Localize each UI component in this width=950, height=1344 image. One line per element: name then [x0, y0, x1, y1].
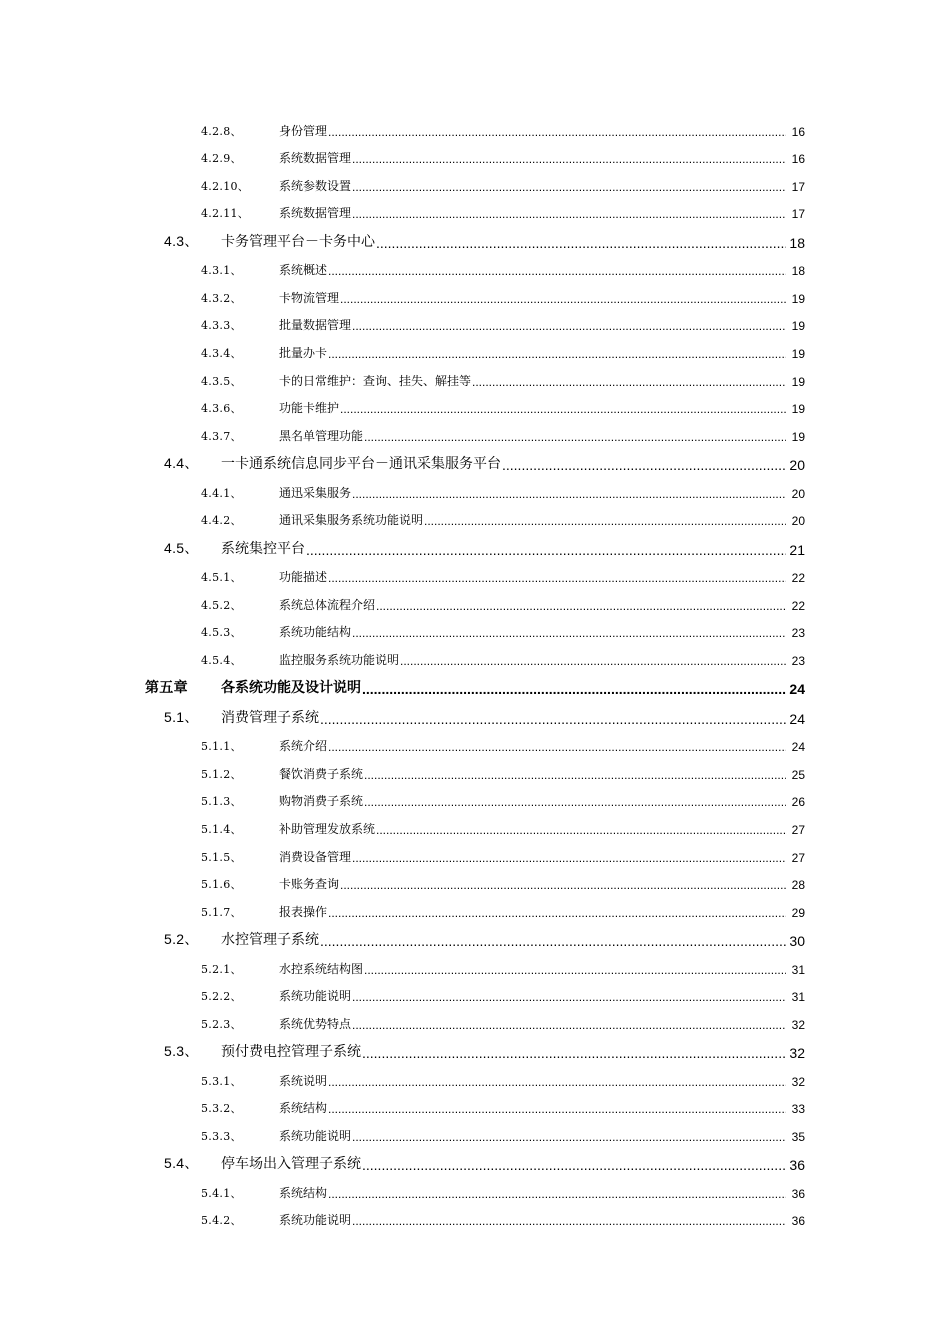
- toc-dot-leader: [364, 768, 786, 782]
- toc-entry[interactable]: [0, 697, 950, 726]
- toc-entry-number: 5.4.2、: [201, 1214, 242, 1228]
- toc-entry-number: 5.4、: [164, 1155, 199, 1172]
- toc-entry[interactable]: [0, 977, 950, 1005]
- table-of-contents: [0, 111, 950, 1228]
- toc-entry-title: 各系统功能及设计说明: [221, 680, 361, 697]
- toc-entry[interactable]: [0, 1201, 950, 1229]
- toc-entry-page: 20: [789, 457, 805, 474]
- toc-dot-leader: [352, 487, 786, 501]
- toc-entry-number: 4.5.3、: [201, 626, 242, 640]
- toc-entry-title: 水控系统结构图: [279, 961, 364, 976]
- toc-dot-leader: [352, 180, 786, 194]
- toc-entry-title: 报表操作: [279, 904, 328, 919]
- toc-entry-number: 5.2.1、: [201, 962, 242, 976]
- toc-dot-leader: [328, 1075, 786, 1089]
- toc-entry[interactable]: [0, 333, 950, 361]
- toc-entry[interactable]: [0, 727, 950, 755]
- toc-entry-page: 30: [789, 933, 805, 950]
- toc-entry-number: 4.5、: [164, 539, 199, 556]
- toc-entry-title: 卡账务查询: [279, 877, 340, 892]
- toc-entry-number: 5.4.1、: [201, 1186, 242, 1200]
- toc-entry-page: 25: [791, 767, 805, 782]
- toc-entry-page: 27: [791, 850, 805, 865]
- toc-entry-title: 系统数据管理: [279, 206, 352, 221]
- toc-dot-leader: [352, 207, 786, 221]
- toc-entry-title: 消费管理子系统: [221, 709, 319, 726]
- toc-entry[interactable]: [0, 613, 950, 641]
- toc-entry-title: 系统说明: [279, 1073, 328, 1088]
- toc-entry-page: 19: [791, 402, 805, 417]
- toc-entry[interactable]: [0, 1061, 950, 1089]
- toc-dot-leader: [352, 1018, 786, 1032]
- toc-entry-title: 系统功能说明: [279, 1128, 352, 1143]
- toc-entry-page: 28: [791, 878, 805, 893]
- toc-dot-leader: [362, 681, 786, 697]
- toc-entry-number: 5.2.2、: [201, 990, 242, 1004]
- toc-entry-title: 监控服务系统功能说明: [279, 652, 400, 667]
- toc-dot-leader: [364, 795, 786, 809]
- toc-dot-leader: [306, 542, 786, 558]
- toc-entry-page: 22: [791, 571, 805, 586]
- toc-entry-number: 5.3.3、: [201, 1129, 242, 1143]
- toc-entry-number: 4.5.1、: [201, 571, 242, 585]
- toc-entry-title: 系统功能说明: [279, 1213, 352, 1228]
- toc-entry-number: 5.3.2、: [201, 1102, 242, 1116]
- toc-entry-page: 36: [789, 1157, 805, 1174]
- toc-entry-title: 功能描述: [279, 570, 328, 585]
- toc-entry-page: 19: [791, 291, 805, 306]
- toc-entry-title: 预付费电控管理子系统: [221, 1044, 361, 1061]
- toc-entry-number: 4.4.1、: [201, 486, 242, 500]
- toc-entry[interactable]: [0, 754, 950, 782]
- toc-dot-leader: [328, 1187, 786, 1201]
- toc-entry[interactable]: [0, 306, 950, 334]
- toc-entry[interactable]: [0, 139, 950, 167]
- toc-entry[interactable]: [0, 1032, 950, 1061]
- toc-entry-page: 19: [791, 429, 805, 444]
- toc-dot-leader: [328, 347, 786, 361]
- toc-entry-title: 系统功能结构: [279, 625, 352, 640]
- toc-dot-leader: [328, 264, 786, 278]
- toc-entry[interactable]: [0, 194, 950, 222]
- toc-entry[interactable]: [0, 949, 950, 977]
- toc-entry-number: 5.3.1、: [201, 1074, 242, 1088]
- toc-entry[interactable]: [0, 668, 950, 697]
- toc-entry-number: 5.1.3、: [201, 795, 242, 809]
- toc-entry[interactable]: [0, 501, 950, 529]
- toc-entry-title: 批量办卡: [279, 346, 328, 361]
- toc-entry-title: 系统优势特点: [279, 1016, 352, 1031]
- toc-entry-number: 4.3.2、: [201, 291, 242, 305]
- toc-entry-number: 5.2.3、: [201, 1017, 242, 1031]
- toc-entry-page: 29: [791, 905, 805, 920]
- toc-entry-title: 系统介绍: [279, 739, 328, 754]
- toc-entry[interactable]: [0, 111, 950, 139]
- toc-entry-page: 18: [791, 264, 805, 279]
- toc-entry[interactable]: [0, 361, 950, 389]
- toc-entry-page: 20: [791, 486, 805, 501]
- toc-entry-title: 购物消费子系统: [279, 794, 364, 809]
- toc-entry-title: 系统参数设置: [279, 178, 352, 193]
- toc-entry-number: 4.5.4、: [201, 653, 242, 667]
- toc-entry-number: 5.1.6、: [201, 878, 242, 892]
- toc-entry-page: 24: [789, 681, 805, 698]
- toc-entry[interactable]: [0, 865, 950, 893]
- toc-entry-page: 26: [791, 795, 805, 810]
- toc-entry[interactable]: [0, 473, 950, 501]
- toc-entry-number: 4.4、: [164, 455, 199, 472]
- toc-entry-page: 24: [789, 710, 805, 727]
- toc-entry-number: 4.3.5、: [201, 374, 242, 388]
- toc-entry-number: 4.5.2、: [201, 598, 242, 612]
- toc-entry[interactable]: [0, 1116, 950, 1144]
- toc-dot-leader: [362, 1045, 786, 1061]
- toc-entry-page: 31: [791, 962, 805, 977]
- toc-entry-page: 18: [789, 234, 805, 251]
- toc-entry-page: 33: [791, 1102, 805, 1117]
- toc-entry-page: 27: [791, 822, 805, 837]
- toc-dot-leader: [424, 514, 786, 528]
- toc-dot-leader: [340, 878, 786, 892]
- toc-entry-title: 通讯采集服务系统功能说明: [279, 513, 424, 528]
- toc-dot-leader: [328, 740, 786, 754]
- toc-entry-page: 17: [791, 207, 805, 222]
- toc-entry-title: 卡的日常维护：查询、挂失、解挂等: [279, 373, 472, 388]
- toc-dot-leader: [340, 292, 786, 306]
- toc-entry-page: 16: [791, 124, 805, 139]
- toc-entry-page: 17: [791, 179, 805, 194]
- toc-entry-number: 4.3.4、: [201, 347, 242, 361]
- toc-entry-page: 21: [789, 541, 805, 558]
- toc-entry-page: 16: [791, 152, 805, 167]
- toc-entry[interactable]: [0, 166, 950, 194]
- toc-entry-page: 19: [791, 374, 805, 389]
- toc-entry-page: 36: [791, 1214, 805, 1229]
- toc-entry[interactable]: [0, 221, 950, 250]
- toc-entry-title: 功能卡维护: [279, 401, 340, 416]
- toc-entry-page: 19: [791, 347, 805, 362]
- toc-entry-title: 黑名单管理功能: [279, 428, 364, 443]
- toc-entry-number: 5.1.2、: [201, 767, 242, 781]
- toc-entry-title: 系统概述: [279, 263, 328, 278]
- toc-entry-number: 5.1.4、: [201, 822, 242, 836]
- toc-entry[interactable]: [0, 920, 950, 949]
- toc-entry-number: 第五章: [145, 680, 188, 697]
- toc-dot-leader: [352, 626, 786, 640]
- toc-entry-number: 4.2.8、: [201, 124, 242, 138]
- toc-entry-title: 通迅采集服务: [279, 485, 352, 500]
- toc-entry-title: 系统结构: [279, 1101, 328, 1116]
- toc-entry[interactable]: [0, 389, 950, 417]
- toc-dot-leader: [352, 990, 786, 1004]
- toc-entry-number: 5.1.5、: [201, 850, 242, 864]
- toc-dot-leader: [340, 402, 786, 416]
- toc-entry[interactable]: [0, 528, 950, 557]
- toc-entry[interactable]: [0, 640, 950, 668]
- toc-entry-title: 餐饮消费子系统: [279, 766, 364, 781]
- toc-entry-number: 4.3.6、: [201, 402, 242, 416]
- toc-entry[interactable]: [0, 837, 950, 865]
- toc-entry-number: 4.3.3、: [201, 319, 242, 333]
- toc-dot-leader: [328, 571, 786, 585]
- toc-entry-page: 19: [791, 319, 805, 334]
- toc-dot-leader: [352, 1214, 786, 1228]
- toc-entry[interactable]: [0, 1089, 950, 1117]
- toc-entry-number: 5.3、: [164, 1043, 199, 1060]
- toc-dot-leader: [352, 851, 786, 865]
- toc-dot-leader: [400, 654, 786, 668]
- toc-dot-leader: [376, 235, 786, 251]
- toc-dot-leader: [352, 319, 786, 333]
- toc-dot-leader: [376, 599, 786, 613]
- toc-entry-number: 4.3、: [164, 232, 199, 249]
- toc-dot-leader: [320, 933, 786, 949]
- toc-entry-page: 23: [791, 653, 805, 668]
- toc-dot-leader: [362, 1157, 786, 1173]
- toc-entry-number: 4.3.1、: [201, 264, 242, 278]
- toc-entry[interactable]: [0, 1144, 950, 1173]
- toc-entry-title: 系统数据管理: [279, 151, 352, 166]
- toc-entry-number: 4.2.11、: [201, 207, 250, 221]
- toc-entry-number: 5.1、: [164, 708, 199, 725]
- toc-entry-page: 32: [791, 1074, 805, 1089]
- toc-dot-leader: [376, 823, 786, 837]
- toc-entry-title: 系统功能说明: [279, 989, 352, 1004]
- toc-entry-title: 水控管理子系统: [221, 932, 319, 949]
- toc-entry-page: 31: [791, 990, 805, 1005]
- toc-entry-title: 身份管理: [279, 123, 328, 138]
- toc-entry[interactable]: [0, 585, 950, 613]
- toc-entry-title: 卡物流管理: [279, 290, 340, 305]
- toc-dot-leader: [328, 906, 786, 920]
- toc-entry-title: 卡务管理平台－卡务中心: [221, 233, 375, 250]
- toc-entry[interactable]: [0, 251, 950, 279]
- toc-entry-number: 5.2、: [164, 931, 199, 948]
- toc-entry-number: 5.1.7、: [201, 905, 242, 919]
- toc-entry-page: 32: [791, 1017, 805, 1032]
- toc-entry-title: 系统总体流程介绍: [279, 597, 376, 612]
- toc-entry-number: 4.2.10、: [201, 179, 250, 193]
- toc-entry[interactable]: [0, 1173, 950, 1201]
- toc-entry[interactable]: [0, 416, 950, 444]
- toc-entry-page: 36: [791, 1186, 805, 1201]
- toc-dot-leader: [472, 375, 786, 389]
- toc-entry-number: 4.3.7、: [201, 429, 242, 443]
- toc-entry-number: 4.4.2、: [201, 514, 242, 528]
- toc-entry-title: 消费设备管理: [279, 849, 352, 864]
- toc-entry-title: 补助管理发放系统: [279, 821, 376, 836]
- toc-entry-title: 停车场出入管理子系统: [221, 1156, 361, 1173]
- toc-entry[interactable]: [0, 278, 950, 306]
- toc-dot-leader: [352, 1130, 786, 1144]
- toc-entry[interactable]: [0, 809, 950, 837]
- toc-dot-leader: [328, 1102, 786, 1116]
- toc-entry[interactable]: [0, 892, 950, 920]
- toc-entry-title: 批量数据管理: [279, 318, 352, 333]
- toc-entry[interactable]: [0, 1004, 950, 1032]
- toc-dot-leader: [364, 963, 786, 977]
- toc-entry-number: 4.2.9、: [201, 152, 242, 166]
- toc-entry-page: 35: [791, 1129, 805, 1144]
- toc-dot-leader: [328, 125, 786, 139]
- toc-entry-page: 23: [791, 626, 805, 641]
- toc-entry-page: 20: [791, 514, 805, 529]
- toc-entry[interactable]: [0, 782, 950, 810]
- toc-entry[interactable]: [0, 444, 950, 473]
- toc-entry-page: 22: [791, 598, 805, 613]
- toc-entry-page: 32: [789, 1045, 805, 1062]
- toc-dot-leader: [364, 430, 786, 444]
- toc-entry-page: 24: [791, 740, 805, 755]
- toc-dot-leader: [502, 457, 786, 473]
- toc-entry-title: 一卡通系统信息同步平台－通讯采集服务平台: [221, 456, 501, 473]
- toc-entry-number: 5.1.1、: [201, 740, 242, 754]
- toc-entry-title: 系统集控平台: [221, 540, 305, 557]
- toc-dot-leader: [320, 711, 786, 727]
- toc-entry[interactable]: [0, 558, 950, 586]
- toc-dot-leader: [352, 152, 786, 166]
- toc-entry-title: 系统结构: [279, 1185, 328, 1200]
